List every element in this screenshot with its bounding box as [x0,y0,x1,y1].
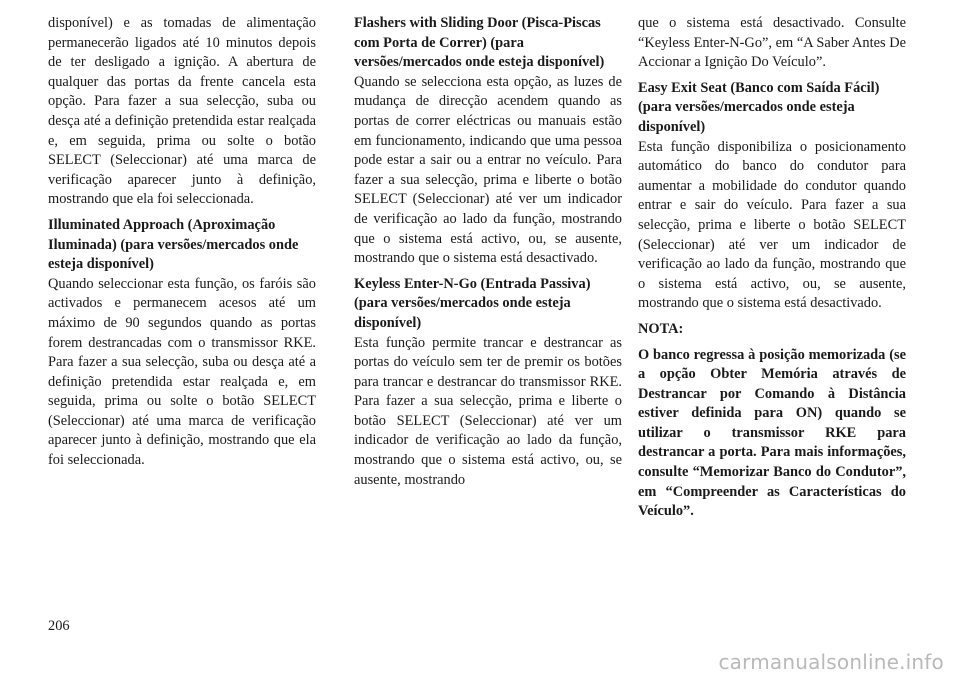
section-heading-illuminated-approach: Illuminated Approach (Aproximação Iluminada) (para versões/mercados onde esteja disponível) [48,216,299,273]
paragraph-continuation: disponível) e as tomadas de alimentação permanecerão ligados até 10 minutos depois de ter desligado a ignição. A abertura de qualquer das portas da frente cancela esta opção. Para fazer a sua selecção, suba ou desça até a definição pretendida estar realçada e, em seguida, prima ou solte o botão SELECT (Seleccionar) até uma marca de verificação aparecer junto à definição, mostrando que ela foi seleccionada. [48,15,316,208]
section-heading-easy-exit-seat: Easy Exit Seat (Banco com Saída Fácil) (para versões/mercados onde esteja disponível) [638,79,880,135]
paragraph-easy-exit-seat: Esta função disponibiliza o posicionamento automático do banco do condutor para aumentar a mobilidade do condutor quando entrar e sair do veículo. Para fazer a sua selecção, prima e liberte o botão SELECT (Seleccionar) até ver um indicador de verificação ao lado da função, mostrando que o sistema está activo, ou, se ausente, mostrando que o sistema está desactivado. [638,138,906,312]
text-column-middle [354,14,622,490]
paragraph-flashers-sliding-door: Quando se selecciona esta opção, as luzes de mudança de direcção acendem quando as portas de correr eléctricas ou manuais estão em funcionamento, indicando que uma pessoa pode estar a sair ou a entrar no veículo. Para fazer a sua selecção, prima e liberte o botão SELECT (Seleccionar) até ver um indicador de verificação ao lado da função, mostrando que o sistema está activo, ou, se ausente, mostrando que o sistema está desactivado. [354,73,622,267]
section-heading-keyless-enter-n-go: Keyless Enter-N-Go (Entrada Passiva) (para versões/mercados onde esteja disponível) [354,275,591,331]
paragraph-keyless-enter-n-go: Esta função permite trancar e destrancar as portas do veículo sem ter de premir os botões para trancar e destrancar do transmissor RKE. Para fazer a sua selecção, prima e liberte o botão SELECT (Seleccionar) até ver um indicador de verificação ao lado da função, mostrando que o sistema está activo, ou, se ausente, mostrando [354,334,622,488]
text-column-left [48,14,316,471]
section-heading-flashers-sliding-door: Flashers with Sliding Door (Pisca-Piscas com Porta de Correr) (para versões/mercados onde esteja disponível) [354,15,605,71]
note-label: NOTA: [638,320,684,337]
text-column-right [638,14,906,522]
paragraph-illuminated-approach: Quando seleccionar esta função, os faróis são activados e permanecem acesos até um máximo de 90 segundos quando as portas forem destrancadas com o transmissor RKE. Para fazer a sua selecção, suba ou desça até a definição pretendida estar realçada e, em seguida, prima ou solte o botão SELECT (Seleccionar) até uma marca de verificação aparecer junto à definição, mostrando que ela foi seleccionada. [48,275,316,469]
paragraph-keyless-continuation: que o sistema está desactivado. Consulte “Keyless Enter-N-Go”, em “A Saber Antes De Accionar a Ignição Do Veículo”. [638,15,906,71]
note-body: O banco regressa à posição memorizada (se a opção Obter Memória através de Destrancar por Comando à Distância estiver definida para ON) quando se utilizar o transmissor RKE para destrancar a porta. Para mais informações, consulte “Memorizar Banco do Condutor”, em “Compreender as Características do Veículo”. [638,346,906,520]
watermark: carmanualsonline.info [718,650,944,674]
page-number: 206 [48,618,70,634]
